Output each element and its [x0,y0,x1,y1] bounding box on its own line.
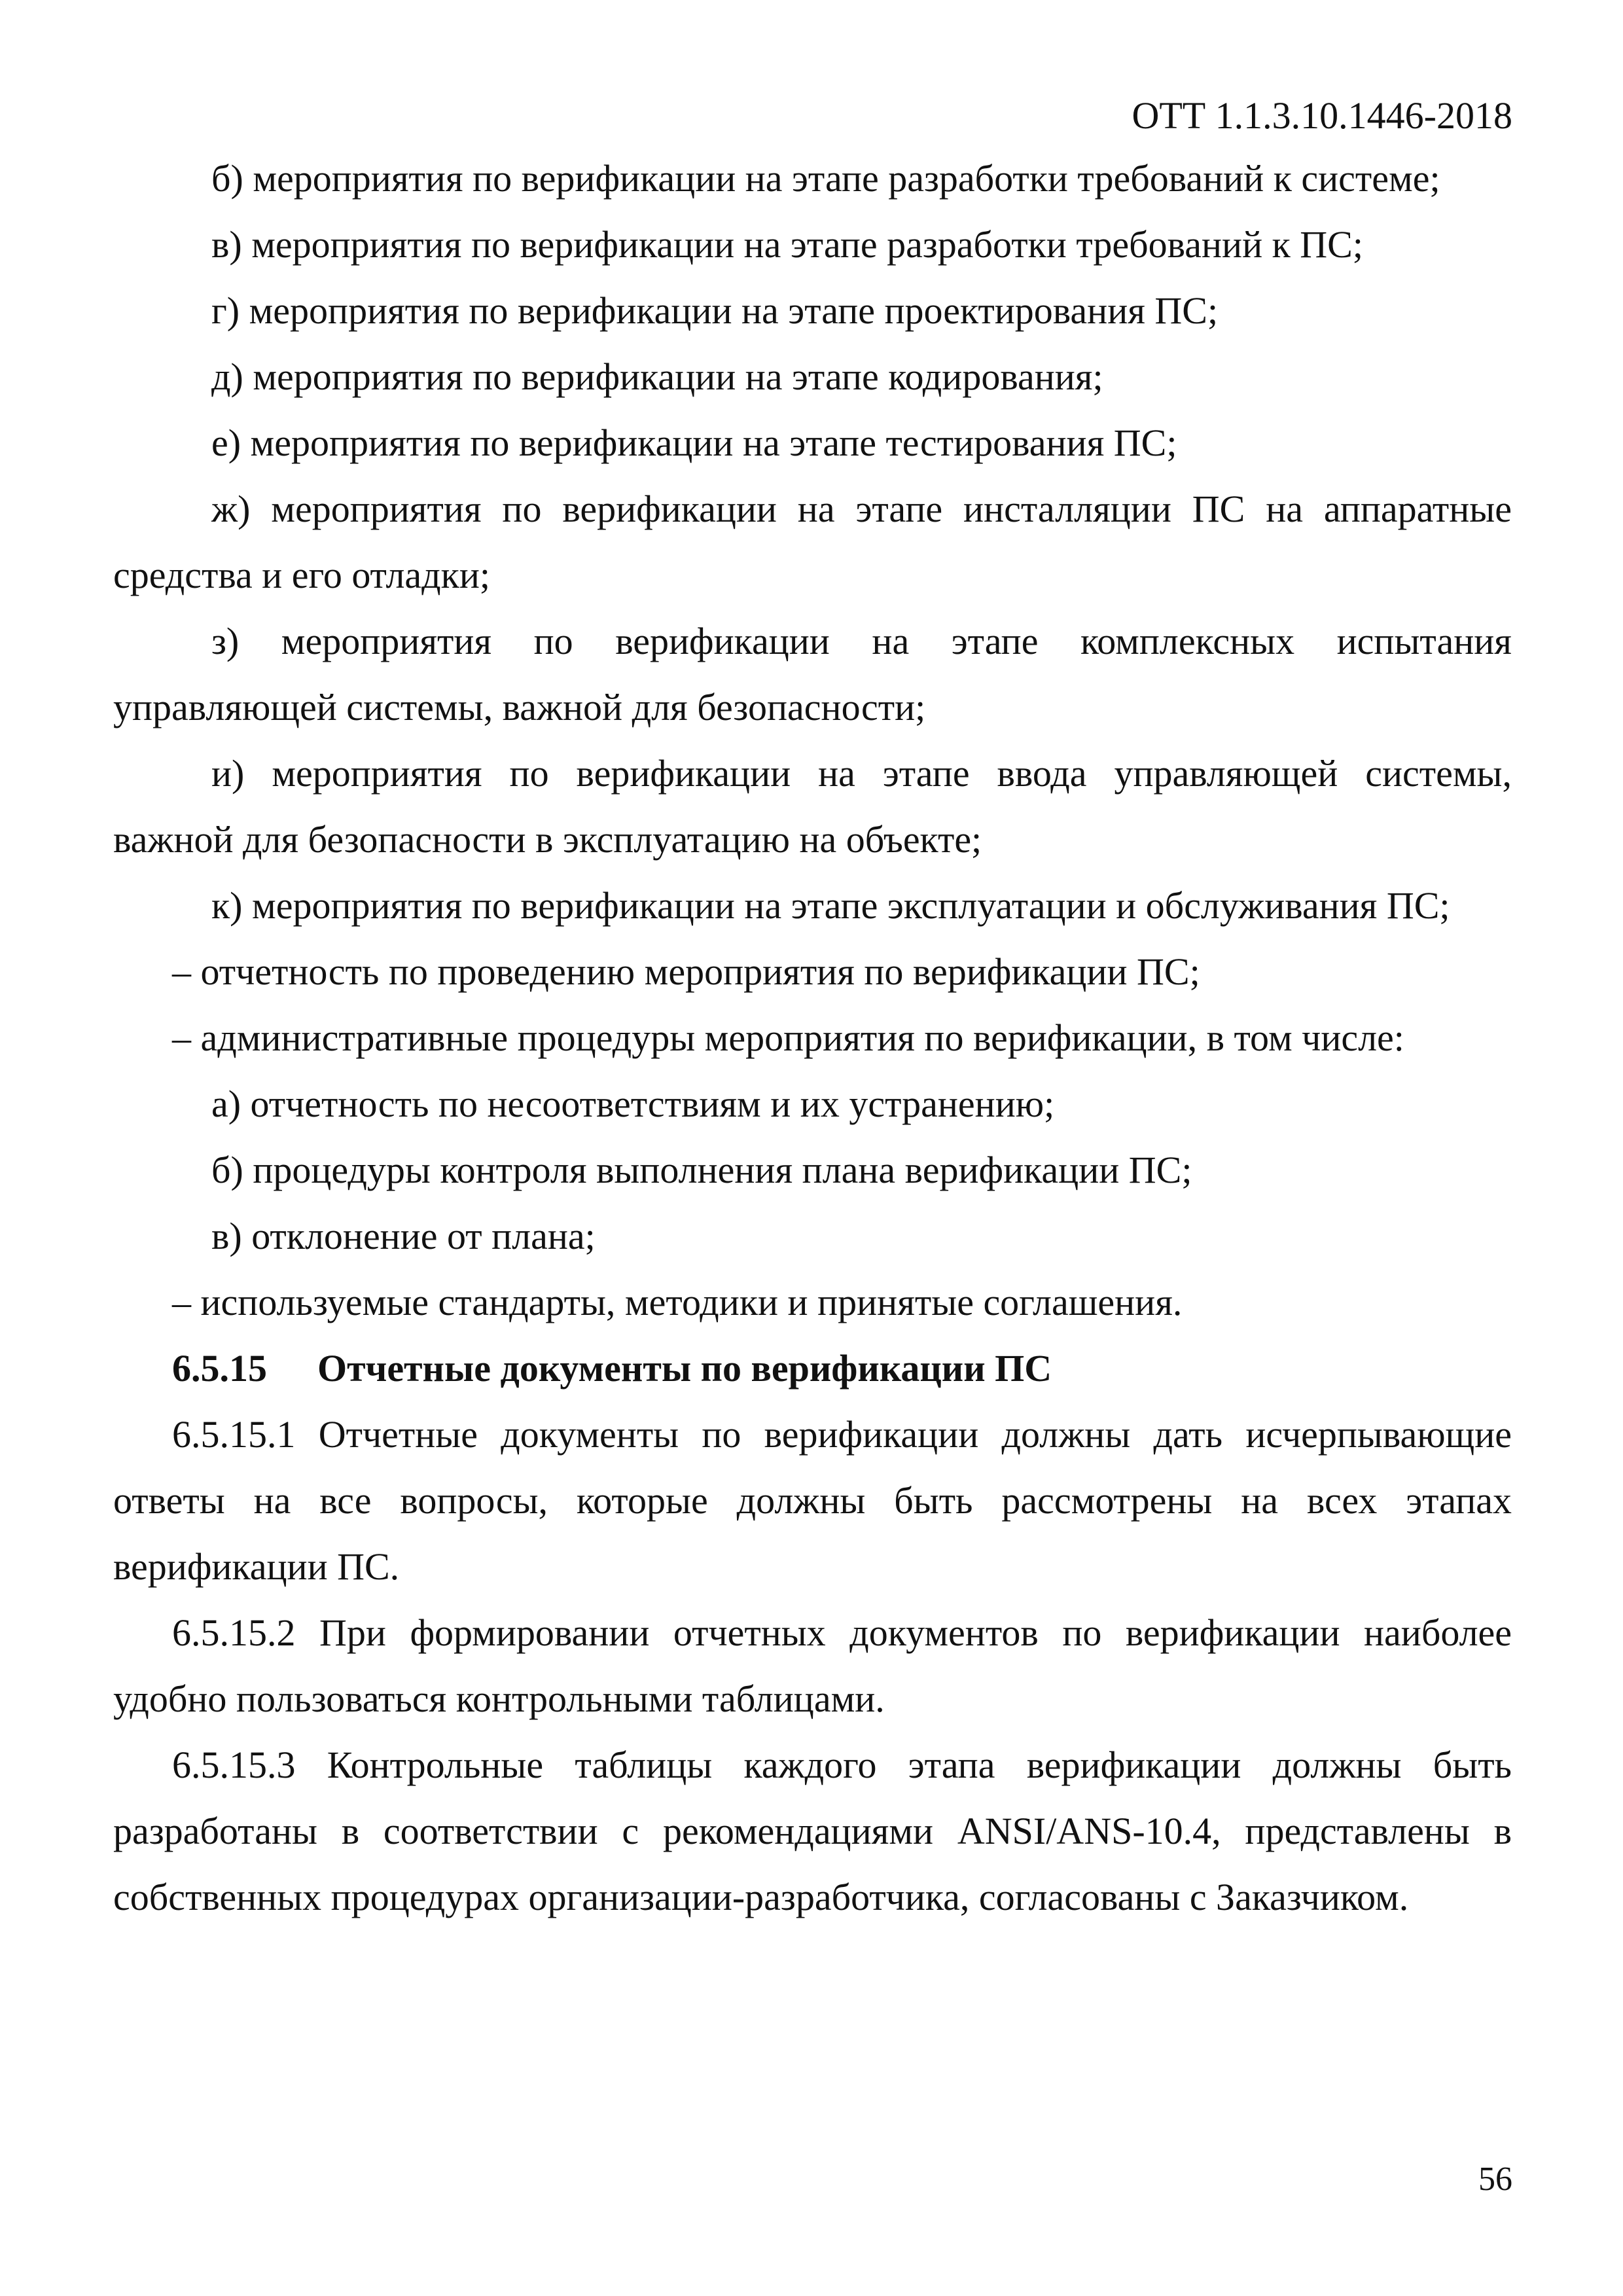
list-item: и) мероприятия по верификации на этапе ввода управляющей системы, [211,752,1512,795]
document-code: ОТТ 1.1.3.10.1446-2018 [1132,94,1512,137]
list-item: б) процедуры контроля выполнения плана верификации ПС; [211,1149,1192,1191]
paragraph-line: удобно пользоваться контрольными таблицами. [113,1677,885,1720]
list-item: а) отчетность по несоответствиям и их устранению; [211,1083,1055,1125]
list-item: г) мероприятия по верификации на этапе проектирования ПС; [211,289,1219,332]
paragraph-line: 6.5.15.2 При формировании отчетных документов по верификации наиболее [172,1611,1512,1654]
page-number: 56 [1478,2161,1512,2198]
list-item: к) мероприятия по верификации на этапе эксплуатации и обслуживания ПС; [211,884,1450,927]
paragraph-line: ответы на все вопросы, которые должны быть рассмотрены на всех этапах [113,1479,1512,1522]
list-item: в) мероприятия по верификации на этапе разработки требований к ПС; [211,223,1363,266]
list-item-continuation: важной для безопасности в эксплуатацию на объекте; [113,818,982,861]
dash-item: – используемые стандарты, методики и принятые соглашения. [172,1281,1183,1323]
section-number: 6.5.15 [172,1347,267,1390]
list-item: з) мероприятия по верификации на этапе комплексных испытания [211,620,1512,662]
dash-item: – отчетность по проведению мероприятия по верификации ПС; [172,950,1200,993]
section-title: Отчетные документы по верификации ПС [317,1347,1052,1390]
list-item-continuation: управляющей системы, важной для безопасности; [113,686,926,728]
document-body [113,145,1512,1930]
list-item: д) мероприятия по верификации на этапе кодирования; [211,355,1103,398]
list-item: б) мероприятия по верификации на этапе разработки требований к системе; [211,157,1440,200]
dash-item: – административные процедуры мероприятия по верификации, в том числе: [172,1016,1404,1059]
paragraph-line: 6.5.15.3 Контрольные таблицы каждого этапа верификации должны быть [172,1744,1512,1786]
paragraph-line: верификации ПС. [113,1545,400,1588]
list-item-continuation: средства и его отладки; [113,554,490,596]
list-item: в) отклонение от плана; [211,1215,596,1257]
paragraph-line: собственных процедурах организации-разработчика, согласованы с Заказчиком. [113,1876,1409,1918]
list-item: ж) мероприятия по верификации на этапе инсталляции ПС на аппаратные [211,488,1512,530]
list-item: е) мероприятия по верификации на этапе тестирования ПС; [211,422,1177,464]
section-heading [113,1335,1512,1401]
paragraph-line: разработаны в соответствии с рекомендациями ANSI/ANS-10.4, представлены в [113,1810,1512,1852]
paragraph-line: 6.5.15.1 Отчетные документы по верификации должны дать исчерпывающие [172,1413,1512,1456]
